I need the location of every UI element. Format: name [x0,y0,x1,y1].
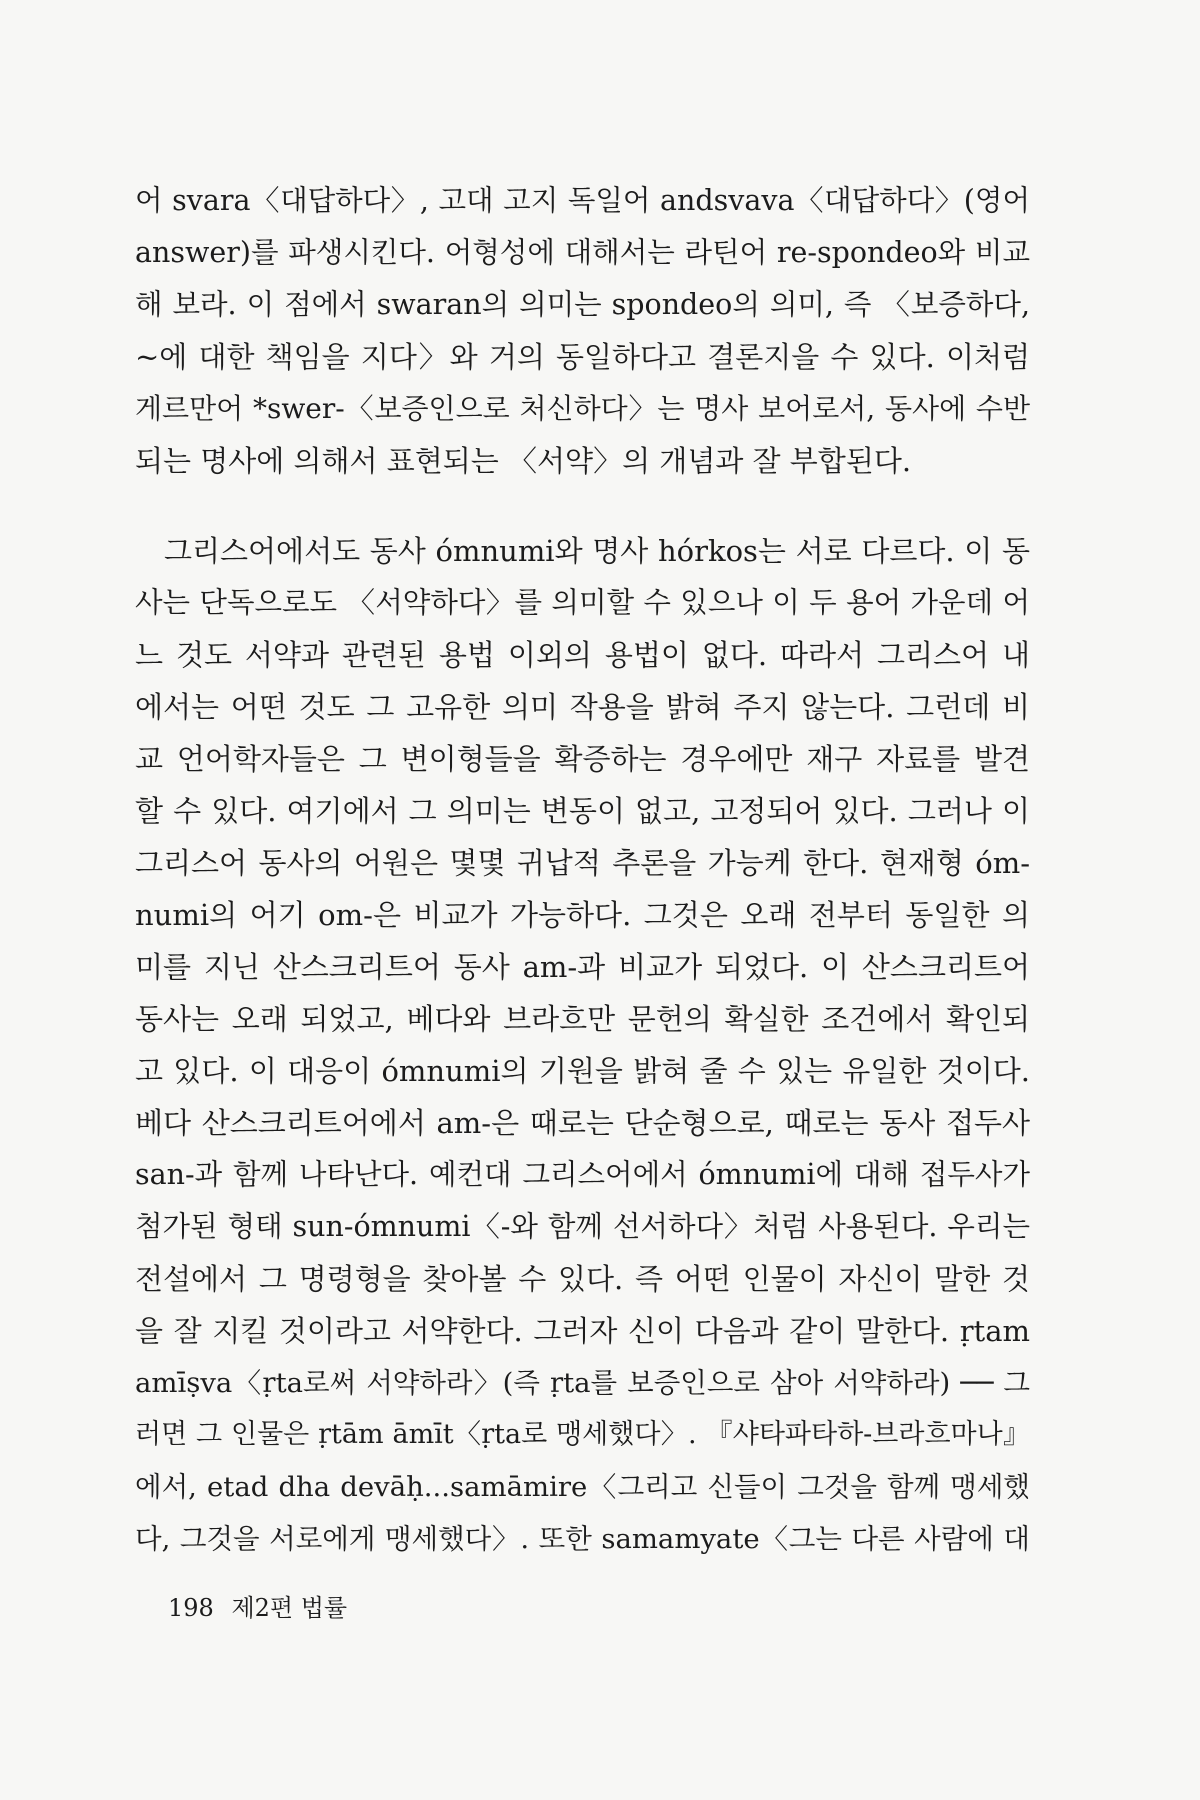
text-line: numi의 어기 om-은 비교가 가능하다. 그것은 오래 전부터 동일한 의 [135,898,1030,932]
text-line: 을 잘 지킬 것이라고 서약한다. 그러자 신이 다음과 같이 말한다. ṛtam [135,1314,1030,1348]
running-section-title: 제2편 법률 [231,1594,348,1622]
text-line: 전설에서 그 명령형을 찾아볼 수 있다. 즉 어떤 인물이 자신이 말한 것 [135,1262,1030,1296]
text-line: 어 svara〈대답하다〉, 고대 고지 독일어 andsvava〈대답하다〉(영어 [135,184,1030,217]
text-line: ~에 대한 책임을 지다〉와 거의 동일하다고 결론지을 수 있다. 이처럼 [135,340,1030,374]
text-line: 에서는 어떤 것도 그 고유한 의미 작용을 밝혀 주지 않는다. 그런데 비 [135,690,1030,724]
text-line: 그리스어에서도 동사 ómnumi와 명사 hórkos는 서로 다르다. 이 동 [164,534,1030,568]
text-line: 그리스어 동사의 어원은 몇몇 귀납적 추론을 가능케 한다. 현재형 óm- [135,846,1030,880]
text-line: 다, 그것을 서로에게 맹세했다〉. 또한 samamyate〈그는 다른 사람에 대 [135,1523,1030,1555]
text-line: 사는 단독으로도 〈서약하다〉를 의미할 수 있으나 이 두 용어 가운데 어 [135,586,1030,619]
text-line: amīṣva〈ṛta로써 서약하라〉(즉 ṛta를 보증인으로 삼아 서약하라) ── 그 [135,1367,1030,1399]
text-line: 러면 그 인물은 ṛtām āmīt〈ṛta로 맹세했다〉. 『샤타파타하-브라흐마나』 [135,1419,1030,1450]
text-line: 되는 명사에 의해서 표현되는 〈서약〉의 개념과 잘 부합된다. [135,444,912,478]
text-line: 동사는 오래 되었고, 베다와 브라흐만 문헌의 확실한 조건에서 확인되 [135,1002,1030,1036]
text-line: san-과 함께 나타난다. 예컨대 그리스어에서 ómnumi에 대해 접두사가 [135,1158,1030,1191]
text-line: 할 수 있다. 여기에서 그 의미는 변동이 없고, 고정되어 있다. 그러나 이 [135,794,1030,828]
text-line: 교 언어학자들은 그 변이형들을 확증하는 경우에만 재구 자료를 발견 [135,742,1030,776]
text-line: 해 보라. 이 점에서 swaran의 의미는 spondeo의 의미, 즉 〈보증하다, [135,288,1030,321]
text-line: 게르만어 *swer-〈보증인으로 처신하다〉는 명사 보어로서, 동사에 수반 [135,392,1030,425]
text-line: 에서, etad dha devāḥ...samāmire〈그리고 신들이 그것을 함께 맹세했 [135,1471,1030,1503]
text-line: 첨가된 형태 sun-ómnumi〈-와 함께 선서하다〉처럼 사용된다. 우리는 [135,1210,1030,1243]
page-number: 198 [168,1594,214,1622]
text-line: 베다 산스크리트어에서 am-은 때로는 단순형으로, 때로는 동사 접두사 [135,1106,1030,1140]
text-line: 고 있다. 이 대응이 ómnumi의 기원을 밝혀 줄 수 있는 유일한 것이다. [135,1054,1030,1088]
paragraph-2 [135,525,1030,1565]
text-line: 미를 지닌 산스크리트어 동사 am-과 비교가 되었다. 이 산스크리트어 [135,950,1030,984]
text-line: answer)를 파생시킨다. 어형성에 대해서는 라틴어 re-spondeo와 비교 [135,236,1030,269]
paragraph-1 [135,175,1030,487]
text-line: 느 것도 서약과 관련된 용법 이외의 용법이 없다. 따라서 그리스어 내 [135,638,1030,672]
page-footer [168,1588,357,1623]
